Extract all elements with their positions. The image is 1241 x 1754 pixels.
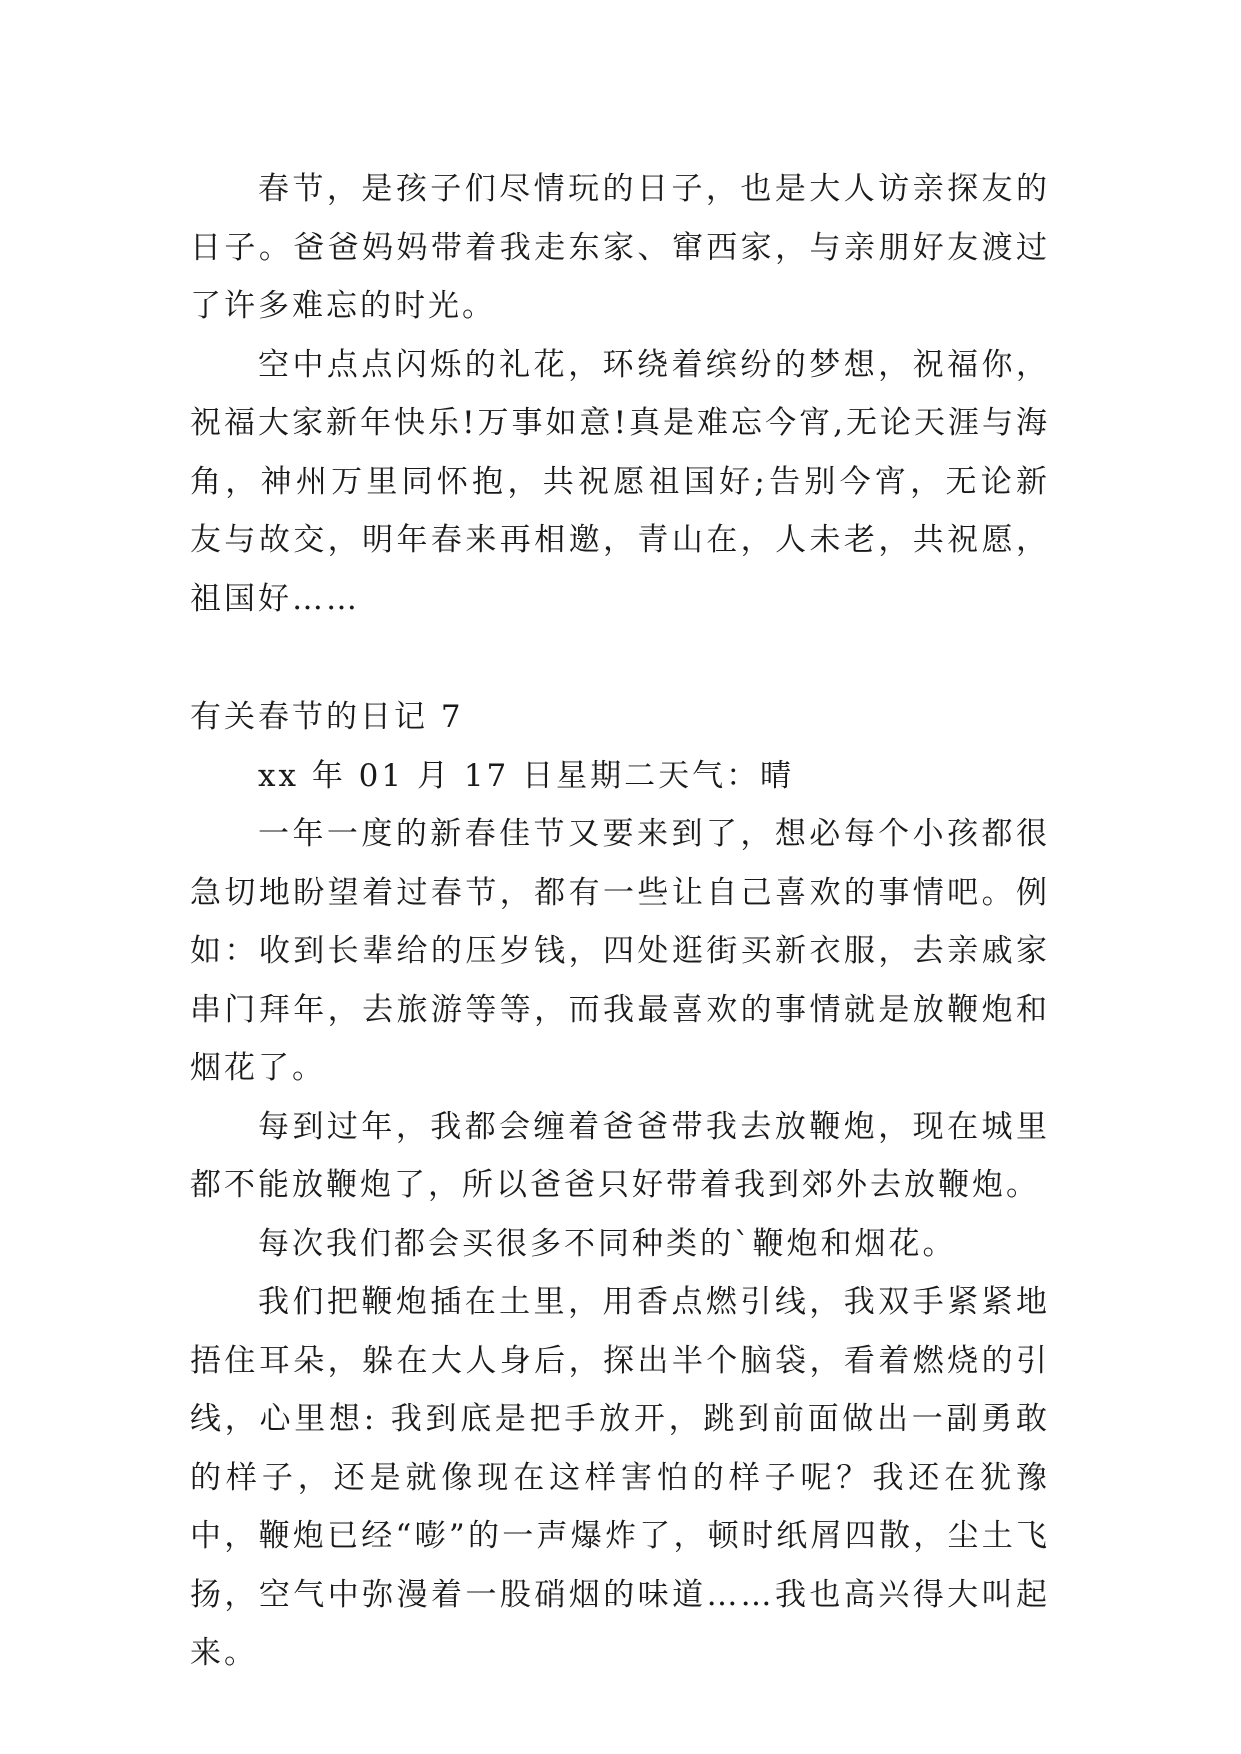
document-body xyxy=(190,160,1050,1683)
paragraph-waiting-for-festival: 一年一度的新春佳节又要来到了，想必每个小孩都很急切地盼望着过春节，都有一些让自己喜欢的事情吧。例如：收到长辈给的压岁钱，四处逛街买新衣服，去亲戚家串门拜年，去旅游等等，而我最喜欢的事情就是放鞭炮和烟花了。 xyxy=(190,816,1050,1086)
date-line: xx 年 01 月 17 日星期二天气：晴 xyxy=(258,757,795,794)
paragraph-spring-festival-visits: 春节，是孩子们尽情玩的日子，也是大人访亲探友的日子。爸爸妈妈带着我走东家、窜西家，与亲朋好友渡过了许多难忘的时光。 xyxy=(190,171,1050,324)
section-title: 有关春节的日记 7 xyxy=(190,699,464,735)
paragraph-lighting-firecrackers: 我们把鞭炮插在土里，用香点燃引线，我双手紧紧地捂住耳朵，躲在大人身后，探出半个脑袋，看着燃烧的引线，心里想: 我到底是把手放开，跳到前面做出一副勇敢的样子，还是就像现在这样害怕的样子呢？我还在犹豫中，鞭炮已经“嘭”的一声爆炸了，顿时纸屑四散，尘土飞扬，空气中弥漫着一股硝烟的味道……我也高兴得大叫起来。 xyxy=(190,1284,1050,1671)
paragraph-new-year-blessing: 空中点点闪烁的礼花，环绕着缤纷的梦想，祝福你，祝福大家新年快乐!万事如意!真是难忘今宵,无论天涯与海角，神州万里同怀抱，共祝愿祖国好;告别今宵，无论新友与故交，明年春来再相邀，青山在，人未老，共祝愿，祖国好…… xyxy=(190,346,1050,617)
paragraph-buying-fireworks: 每次我们都会买很多不同种类的`鞭炮和烟花。 xyxy=(258,1225,957,1262)
paragraph-firecrackers-outside-city: 每到过年，我都会缠着爸爸带我去放鞭炮，现在城里都不能放鞭炮了，所以爸爸只好带着我到郊外去放鞭炮。 xyxy=(190,1108,1050,1203)
